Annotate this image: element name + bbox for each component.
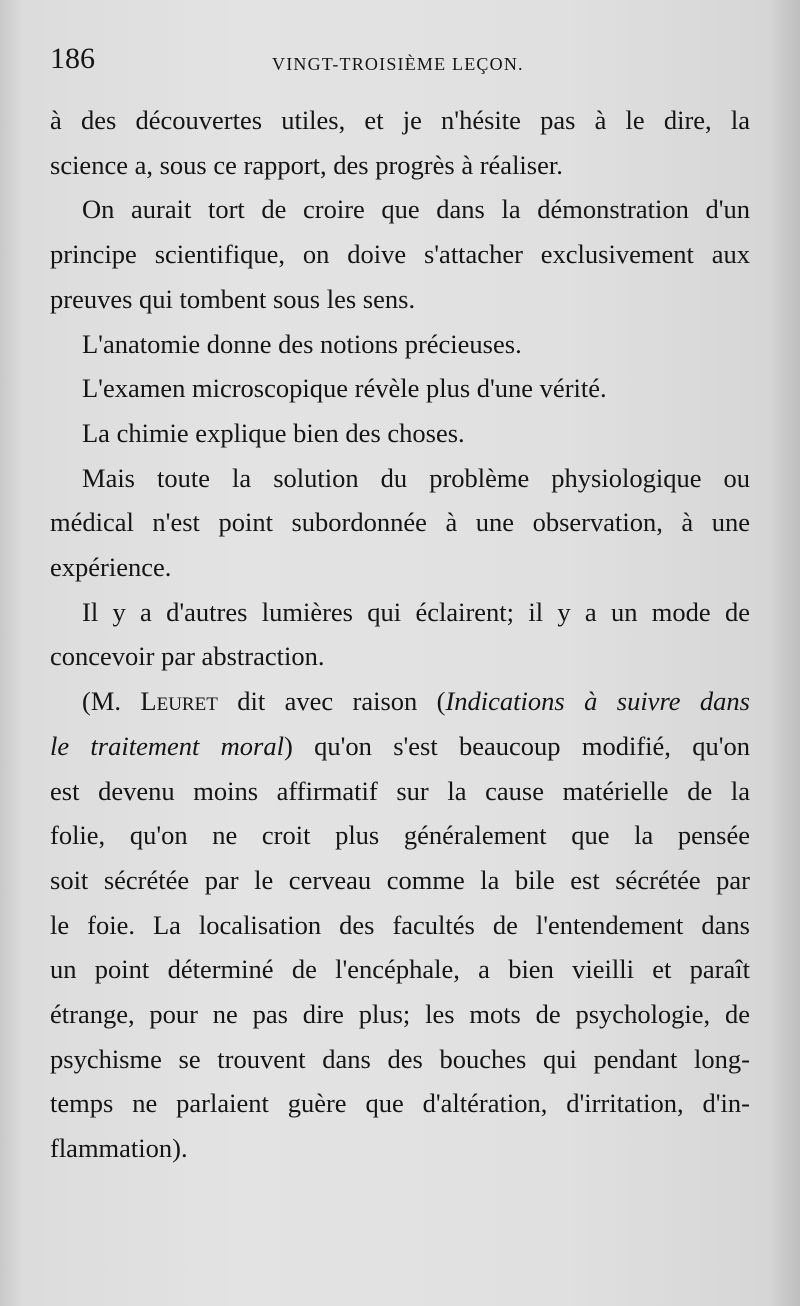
text-run: ) qu'on s'est beaucoup modifié, qu'on — [283, 730, 750, 761]
text-line: On aurait tort de croire que dans la démonstration d'un — [82, 194, 750, 225]
text-run: (M. — [82, 686, 141, 717]
text-line — [50, 679, 750, 724]
running-head: VINGT-TROISIÈME LEÇON. — [272, 54, 524, 74]
text-line: étrange, pour ne pas dire plus; les mots de psychologie, de — [50, 999, 750, 1030]
text-line: soit sécrétée par le cerveau comme la bile est sécrétée par — [50, 864, 750, 895]
text-line: science a, sous ce rapport, des progrès à réaliser. — [50, 149, 563, 180]
text-line: concevoir par abstraction. — [50, 641, 325, 672]
text-line: le foie. La localisation des facultés de l'entendement dans — [50, 909, 750, 940]
text-line: médical n'est point subordonnée à une observation, à une — [50, 507, 750, 538]
page-header — [50, 44, 750, 84]
text-line: preuves qui tombent sous les sens. — [50, 283, 416, 314]
text-line: Il y a d'autres lumières qui éclairent; il y a un mode de — [82, 596, 750, 627]
book-title: le traitement moral — [50, 730, 284, 761]
text-line: L'anatomie donne des notions précieuses. — [82, 328, 522, 359]
text-run: dit avec raison ( — [217, 686, 446, 717]
text-line: L'examen microscopique révèle plus d'une vérité. — [82, 373, 607, 404]
author-name: Leuret — [140, 686, 218, 717]
body-text — [50, 98, 750, 1171]
text-line: à des découvertes utiles, et je n'hésite pas à le dire, la — [50, 105, 750, 135]
text-line: folie, qu'on ne croit plus généralement que la pensée — [50, 820, 750, 851]
text-line: psychisme se trouvent dans des bouches qui pendant long- — [50, 1043, 750, 1074]
text-line: principe scientifique, on doive s'attacher exclusivement aux — [50, 239, 750, 270]
text-line: un point déterminé de l'encéphale, a bien vieilli et paraît — [50, 954, 750, 985]
book-title: Indications à suivre dans — [445, 686, 750, 717]
text-line: est devenu moins affirmatif sur la cause matérielle de la — [50, 775, 750, 806]
text-line: expérience. — [50, 552, 172, 583]
page-number: 186 — [50, 42, 95, 75]
text-line: flammation). — [50, 1133, 188, 1164]
text-line — [50, 724, 750, 769]
text-line: La chimie explique bien des choses. — [82, 417, 465, 448]
text-line: temps ne parlaient guère que d'altération, d'irritation, d'in- — [50, 1088, 750, 1119]
text-line: Mais toute la solution du problème physiologique ou — [82, 462, 750, 493]
